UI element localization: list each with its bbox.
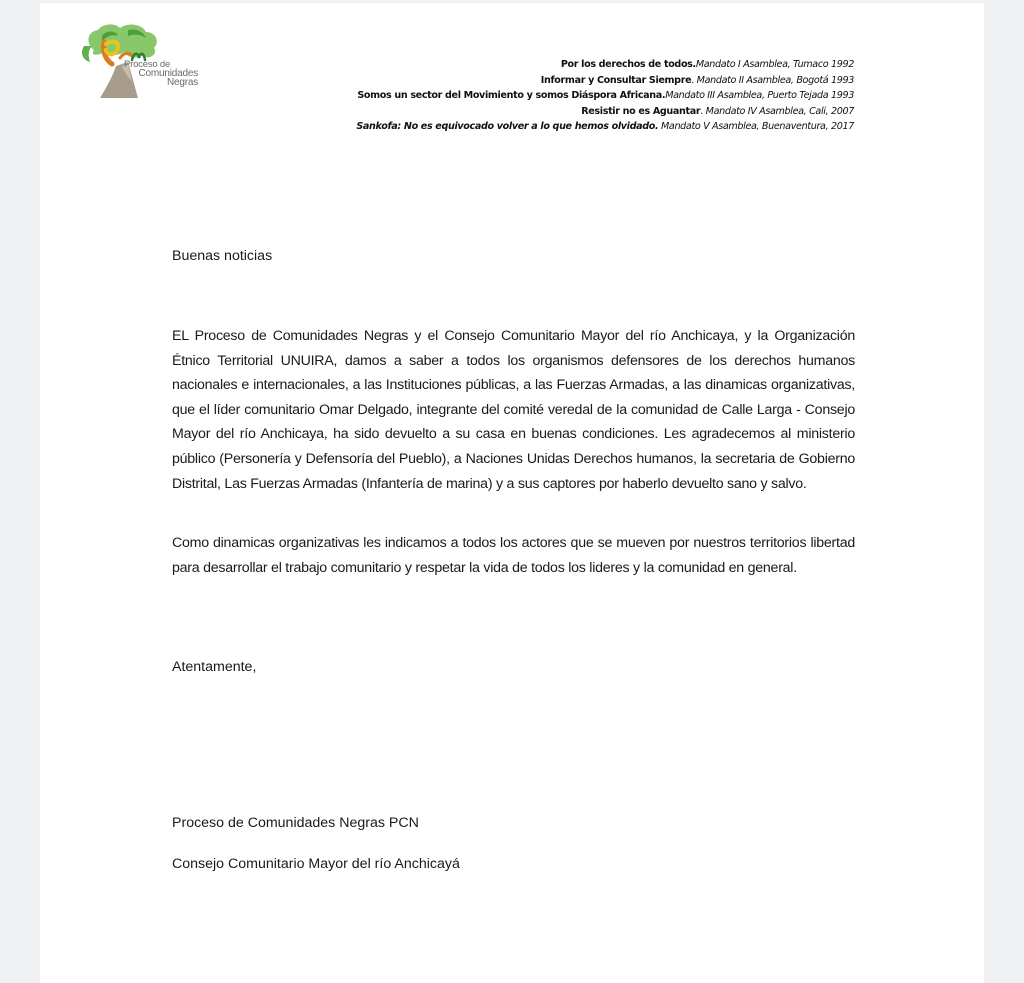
- logo-line-1: Proceso de: [124, 59, 171, 70]
- mandate-motto: Somos un sector del Movimiento y somos Diáspora Africana.: [357, 90, 666, 101]
- mandate-source: Mandato V Asamblea, Buenaventura, 2017: [661, 121, 854, 132]
- mandate-source: Mandato III Asamblea, Puerto Tejada 1993: [665, 90, 854, 101]
- mandate-motto: Por los derechos de todos.: [560, 59, 696, 70]
- mandate-source: Mandato I Asamblea, Tumaco 1992: [695, 59, 854, 70]
- letter-greeting: Buenas noticias: [172, 248, 273, 264]
- mandate-source: Mandato IV Asamblea, Cali, 2007: [705, 105, 854, 117]
- letter-paragraph-1: EL Proceso de Comunidades Negras y el Consejo Comunitario Mayor del río Anchicaya, y la Organización Étnico Territorial UNUIRA, damos a saber a todos los organismos defensores de los derechos humanos nacionales e internacionales, a las Instituciones públicas, a las Fuerzas Armadas, a las dinamicas organizativas, que el líder comunitario Omar Delgado, integrante del comité veredal de la comunidad de Calle Larga - Consejo Mayor del río Anchicaya, ha sido devuelto a su casa en buenas condiciones. Les agradecemos al ministerio público (Personería y Defensoría del Pueblo), a Naciones Unidas Derechos humanos, la secretaria de Gobierno Distrital, Las Fuerzas Armadas (Infantería de marina) y a sus captores por haberlo devuelto sano y salvo.: [172, 328, 855, 492]
- mandates-header: [356, 57, 854, 135]
- mandate-sep: .: [700, 105, 706, 117]
- logo-wordmark: [122, 60, 198, 87]
- mandate-motto: Resistir no es Aguantar: [581, 105, 701, 117]
- mandate-3: [356, 88, 854, 104]
- mandate-motto: Informar y Consultar Siempre: [540, 74, 692, 86]
- signatory-1: Proceso de Comunidades Negras PCN: [172, 815, 419, 831]
- mandate-4: [356, 104, 854, 120]
- mandate-1: [356, 57, 854, 73]
- letter-paragraph-2: Como dinamicas organizativas les indicamos a todos los actores que se mueven por nuestros territorios libertad para desarrollar el trabajo comunitario y respetar la vida de todos los lideres y la comunidad en general.: [172, 535, 855, 576]
- logo-line-3: Negras: [166, 77, 198, 88]
- logo-line-2: Comunidades: [138, 68, 198, 79]
- signatory-2: Consejo Comunitario Mayor del río Anchicayá: [172, 856, 460, 872]
- letter-closing: Atentamente,: [172, 659, 257, 675]
- mandate-2: [356, 73, 854, 89]
- mandate-5: [356, 119, 854, 135]
- mandate-source: Mandato II Asamblea, Bogotá 1993: [696, 74, 854, 86]
- mandate-motto: Sankofa: No es equivocado volver a lo que hemos olvidado.: [356, 121, 659, 132]
- mandate-sep: .: [691, 74, 697, 86]
